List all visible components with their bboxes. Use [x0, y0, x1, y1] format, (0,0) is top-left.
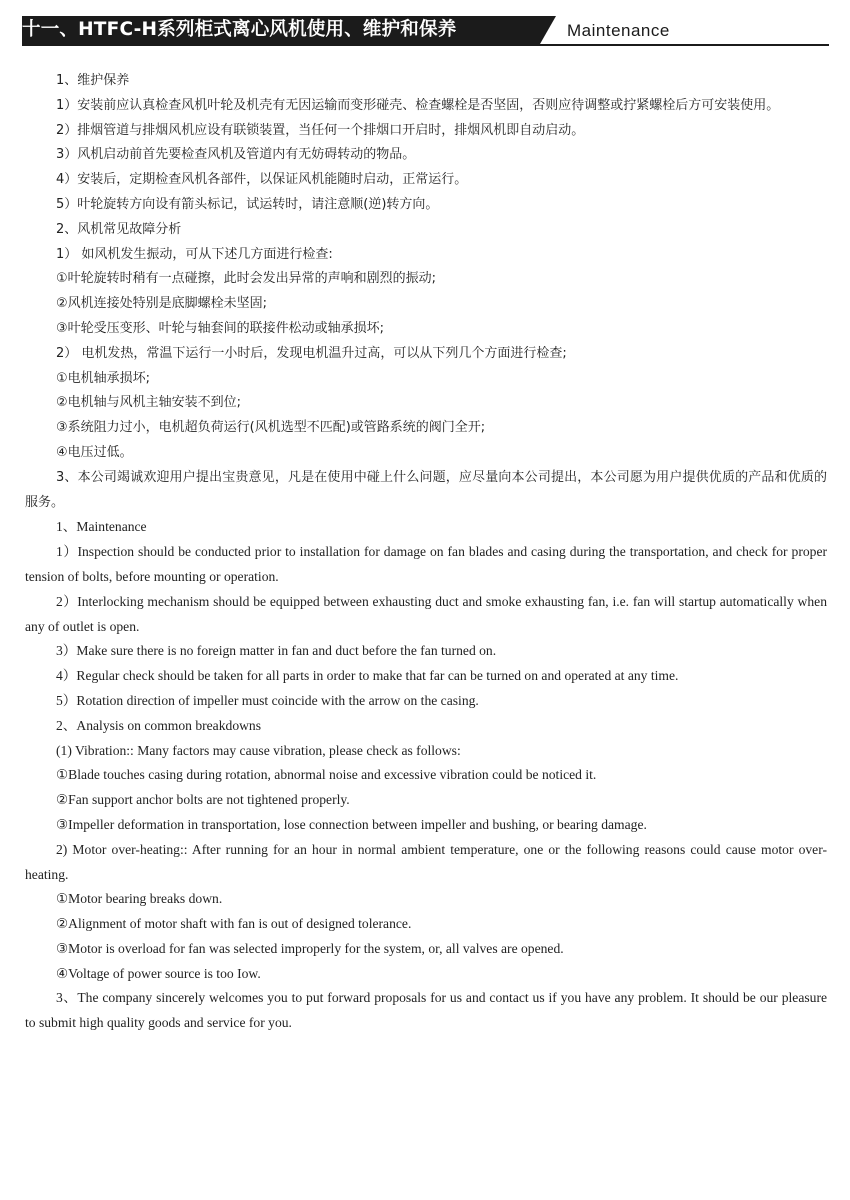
en-vibration-cause-1: ①Blade touches casing during rotation, abnormal noise and excessive vibration could be noticed it. — [56, 767, 597, 783]
document-body — [25, 69, 827, 1036]
en-maintenance-item-5: 5）Rotation direction of impeller must coincide with the arrow on the casing. — [56, 692, 479, 708]
header-bar-notch — [540, 16, 556, 44]
en-breakdown-heading: 2、Analysis on common breakdowns — [56, 717, 262, 733]
zh-maintenance-item-2: 2）排烟管道与排烟风机应设有联锁装置，当任何一个排烟口开启时，排烟风机即自动启动。 — [56, 122, 585, 138]
zh-vibration-cause-1: ①叶轮旋转时稍有一点碰擦，此时会发出异常的声响和剧烈的振动; — [56, 271, 437, 287]
en-maintenance-item-4: 4）Regular check should be taken for all parts in order to make that far can be turned on and operated at any time. — [56, 668, 679, 684]
zh-overheat-question: 2） 电机发热，常温下运行一小时后，发现电机温升过高，可以从下列几个方面进行检查; — [56, 345, 567, 361]
en-company-statement: 3、The company sincerely welcomes you to put forward proposals for us and contact us if you have any problem. It should be our pleasure to submit high quality goods and service for you. — [25, 990, 827, 1031]
zh-maintenance-heading: 1、维护保养 — [56, 73, 130, 88]
en-vibration-cause-3: ③Impeller deformation in transportation, lose connection between impeller and bushing, or bearing damage. — [56, 816, 647, 832]
en-maintenance-item-1: 1）Inspection should be conducted prior to installation for damage on fan blades and casing during the transportation, and check for proper tension of bolts, before mounting or operation. — [25, 544, 827, 584]
section-header — [22, 16, 829, 46]
en-overheat-cause-4: ④Voltage of power source is too Iow. — [56, 965, 261, 981]
en-maintenance-item-2: 2）Interlocking mechanism should be equipped between exhausting duct and smoke exhausting fan, i.e. fan will startup automatically when any of outlet is open. — [25, 593, 827, 634]
zh-maintenance-item-4: 4）安装后，定期检查风机各部件，以保证风机能随时启动，正常运行。 — [56, 172, 468, 188]
en-vibration-question: (1) Vibration:: Many factors may cause vibration, please check as follows: — [56, 742, 461, 758]
section-title: 十一、HTFC-H系列柜式离心风机使用、维护和保养 — [22, 19, 457, 40]
zh-breakdown-heading: 2、风机常见故障分析 — [56, 221, 182, 237]
zh-company-statement: 3、本公司竭诚欢迎用户提出宝贵意见，凡是在使用中碰上什么问题，应尽量向本公司提出，本公司愿为用户提供优质的产品和优质的服务。 — [25, 469, 827, 510]
zh-overheat-cause-3: ③系统阻力过小，电机超负荷运行(风机选型不匹配)或管路系统的阀门全开; — [56, 420, 486, 436]
header-underline — [22, 44, 829, 46]
en-overheat-cause-2: ②Alignment of motor shaft with fan is out of designed tolerance. — [56, 916, 412, 932]
zh-overheat-cause-1: ①电机轴承损坏; — [56, 370, 151, 386]
en-overheat-question: 2) Motor over-heating:: After running for an hour in normal ambient temperature, one or the following reasons could cause motor over-heating. — [25, 841, 827, 882]
en-overheat-cause-1: ①Motor bearing breaks down. — [56, 891, 223, 907]
zh-maintenance-item-1: 1）安装前应认真检查风机叶轮及机壳有无因运输而变形碰壳、检查螺栓是否坚固，否则应待调整或拧紧螺栓后方可安装使用。 — [56, 97, 780, 113]
zh-overheat-cause-4: ④电压过低。 — [56, 444, 133, 460]
en-maintenance-heading: 1、Maintenance — [56, 519, 147, 535]
zh-vibration-cause-3: ③叶轮受压变形、叶轮与轴套间的联接件松动或轴承损坏; — [56, 320, 385, 336]
zh-overheat-cause-2: ②电机轴与风机主轴安装不到位; — [56, 395, 242, 411]
en-maintenance-item-3: 3）Make sure there is no foreign matter in fan and duct before the fan turned on. — [56, 643, 497, 659]
zh-vibration-question: 1） 如风机发生振动，可从下述几方面进行检查: — [56, 246, 333, 262]
section-subtitle: Maintenance — [567, 21, 670, 40]
zh-vibration-cause-2: ②风机连接处特别是底脚螺栓未坚固; — [56, 296, 268, 312]
zh-maintenance-item-3: 3）风机启动前首先要检查风机及管道内有无妨碍转动的物品。 — [56, 147, 416, 163]
en-vibration-cause-2: ②Fan support anchor bolts are not tightened properly. — [56, 792, 350, 808]
zh-maintenance-item-5: 5）叶轮旋转方向设有箭头标记，试运转时，请注意顺(逆)转方向。 — [56, 196, 439, 212]
en-overheat-cause-3: ③Motor is overload for fan was selected improperly for the system, or, all valves are opened. — [56, 940, 564, 956]
